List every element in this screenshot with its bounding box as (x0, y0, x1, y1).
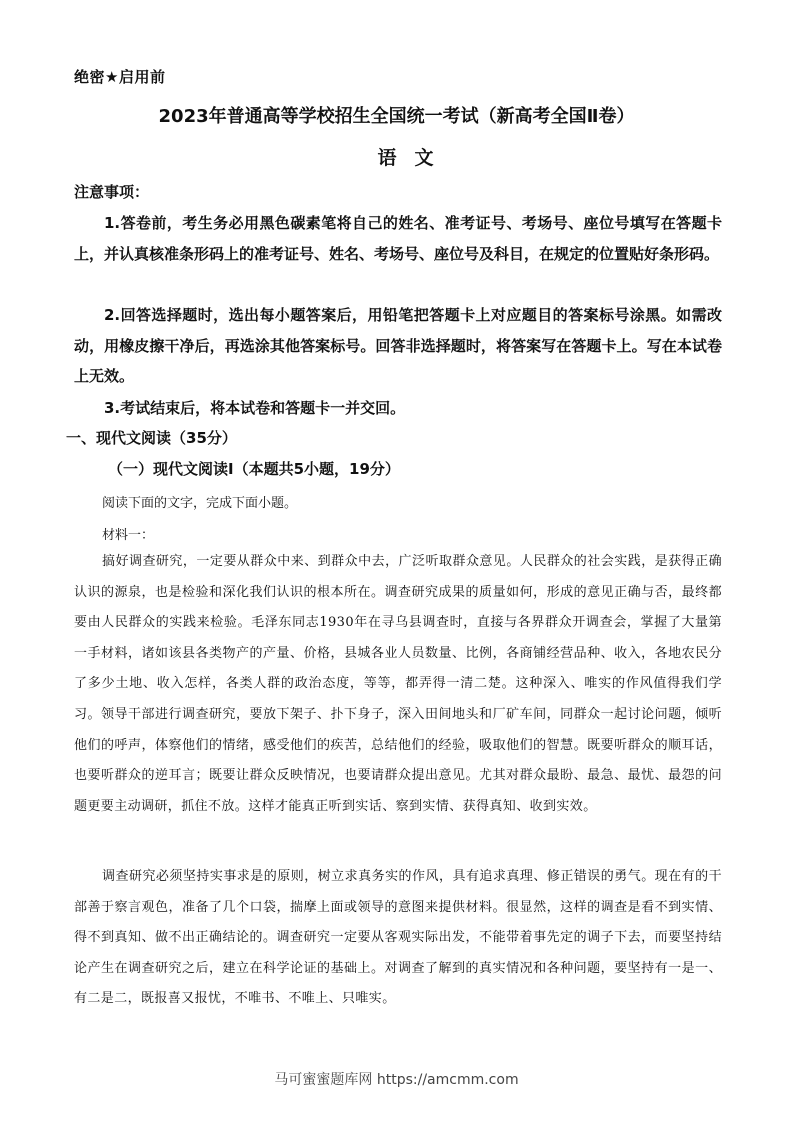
section-subheading: （一）现代文阅读Ⅰ（本题共5小题，19分） (108, 460, 400, 478)
note-item-3: 3.考试结束后，将本试卷和答题卡一并交回。 (104, 399, 406, 417)
material-paragraph-1: 搞好调查研究，一定要从群众中来、到群众中去，广泛听取群众意见。人民群众的社会实践，是获得正确认识的源泉，也是检验和深化我们认识的根本所在。调查研究成果的质量如何，形成的意见正确与否，最终都要由人民群众的实践来检验。毛泽东同志1930年在寻乌县调查时，直接与各界群众开调查会，掌握了大量第一手材料，诸如该县各类物产的产量、价格，县城各业人员数量、比例，各商铺经营品种、收入，各地农民分了多少土地、收入怎样，各类人群的政治态度，等等，都弄得一清二楚。这种深入、唯实的作风值得我们学习。领导干部进行调查研究，要放下架子、扑下身子，深入田间地头和厂矿车间，同群众一起讨论问题，倾听他们的呼声，体察他们的情绪，感受他们的疾苦，总结他们的经验，吸取他们的智慧。既要听群众的顺耳话，也要听群众的逆耳言；既要让群众反映情况，也要请群众提出意见。尤其对群众最盼、最急、最忧、最怨的问题更要主动调研，抓住不放。这样才能真正听到实话、察到实情、获得真知、收到实效。 (74, 554, 722, 814)
notes-heading: 注意事项： (74, 183, 150, 201)
confidential-mark: 绝密★启用前 (74, 68, 166, 86)
reading-instruction: 阅读下面的文字，完成下面小题。 (102, 496, 298, 511)
footer-watermark: 马可蜜蜜题库网 https://amcmm.com (274, 1072, 519, 1088)
subject-title: 语文 (377, 147, 452, 169)
section-heading: 一、现代文阅读（35分） (66, 429, 237, 447)
exam-title: 2023年普通高等学校招生全国统一考试（新高考全国Ⅱ卷） (158, 106, 635, 127)
material-paragraph-2: 调查研究必须坚持实事求是的原则，树立求真务实的作风，具有追求真理、修正错误的勇气。现在有的干部善于察言观色，准备了几个口袋，揣摩上面或领导的意图来提供材料。很显然，这样的调查是看不到实情、得不到真知、做不出正确结论的。调查研究一定要从客观实际出发，不能带着事先定的调子下去，而要坚持结论产生在调查研究之后，建立在科学论证的基础上。对调查了解到的真实情况和各种问题，要坚持有一是一、有二是二，既报喜又报忧，不唯书、不唯上、只唯实。 (74, 869, 722, 1007)
note-item-1: 1.答卷前，考生务必用黑色碳素笔将自己的姓名、准考证号、考场号、座位号填写在答题卡上，并认真核准条形码上的准考证号、姓名、考场号、座位号及科目，在规定的位置贴好条形码。 (74, 214, 722, 263)
material-label: 材料一： (102, 528, 155, 543)
note-item-2: 2.回答选择题时，选出每小题答案后，用铅笔把答题卡上对应题目的答案标号涂黑。如需改动，用橡皮擦干净后，再选涂其他答案标号。回答非选择题时，将答案写在答题卡上。写在本试卷上无效。 (74, 306, 722, 385)
